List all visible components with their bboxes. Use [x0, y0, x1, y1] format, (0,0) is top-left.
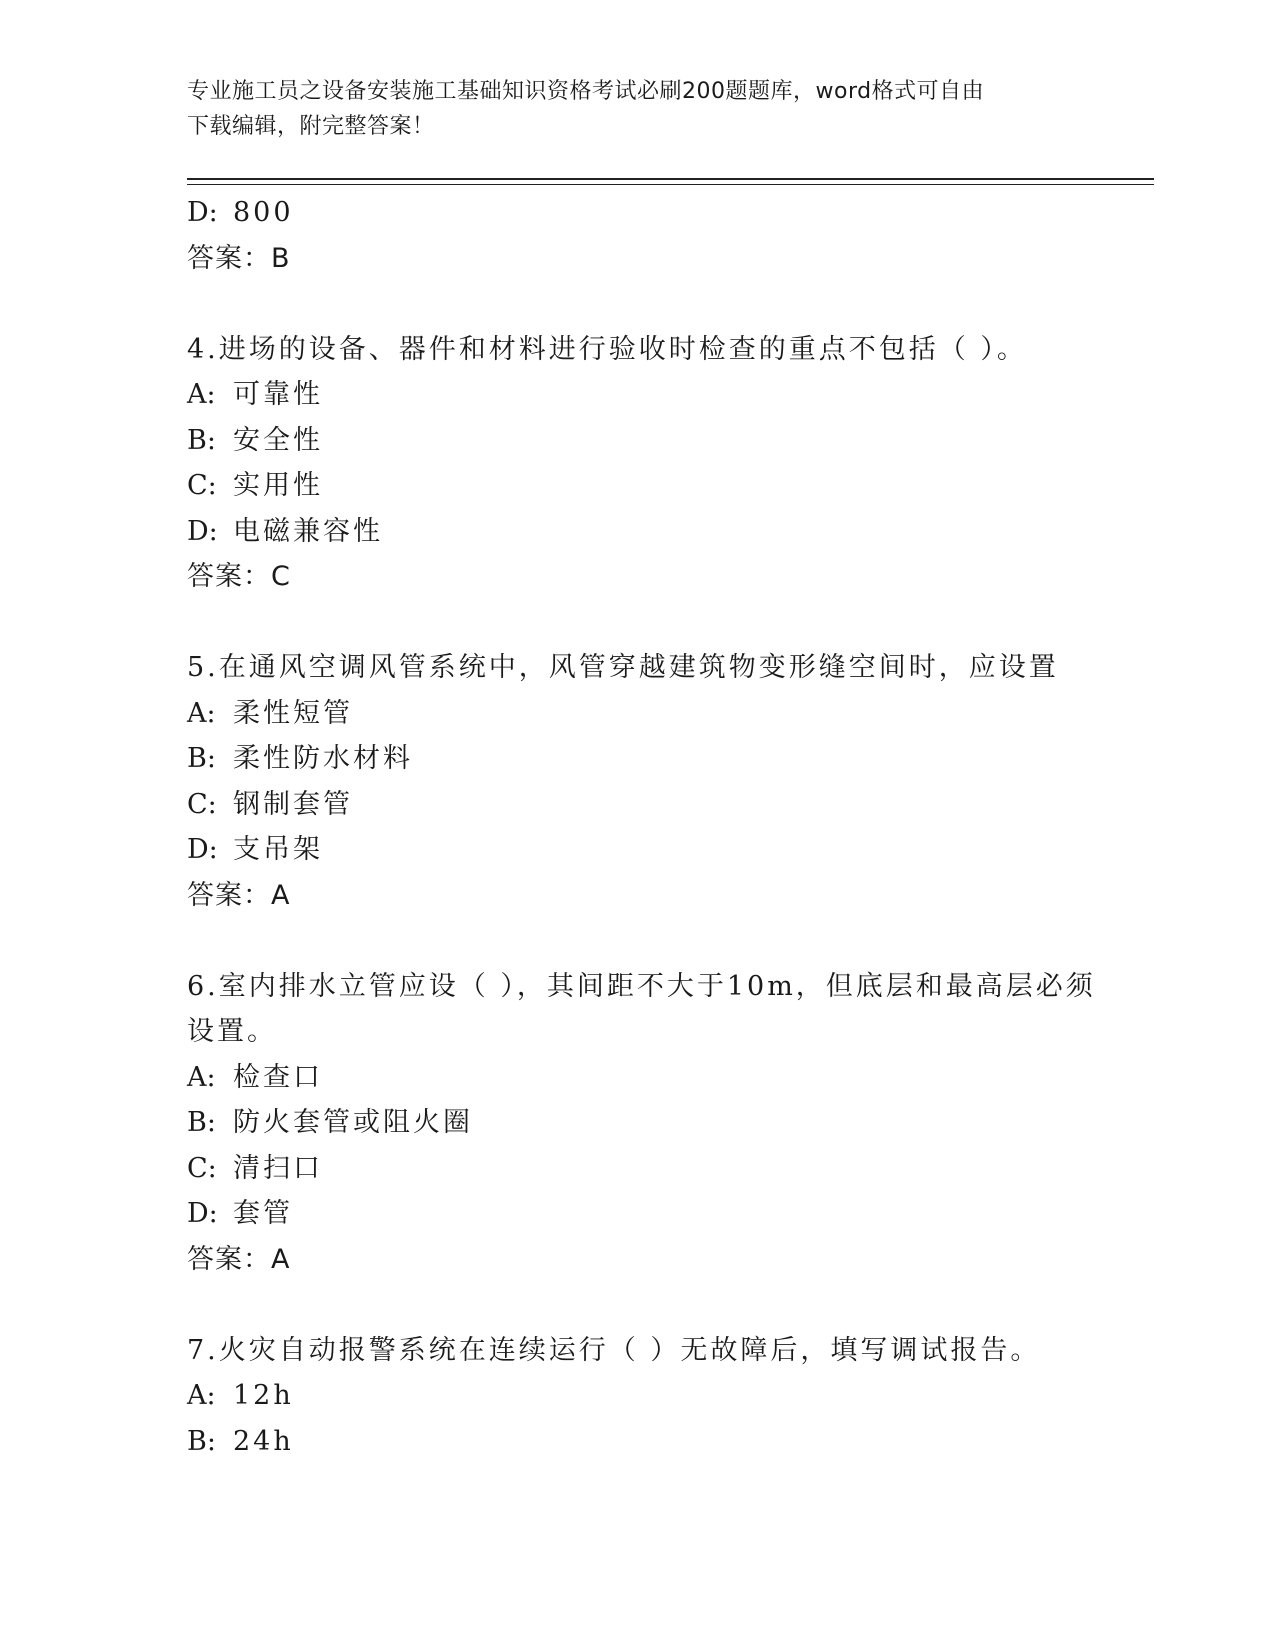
answer: 答案：B — [187, 242, 291, 274]
question-list — [187, 190, 1154, 1464]
question-stem: 5.在通风空调风管系统中，风管穿越建筑物变形缝空间时，应设置 — [187, 652, 1059, 683]
option-c: C: 实用性 — [187, 470, 323, 501]
header-divider-thin — [187, 184, 1154, 185]
spacer — [187, 281, 1154, 327]
answer: 答案：A — [187, 1243, 291, 1275]
answer: 答案：C — [187, 561, 291, 592]
option-c: C: 钢制套管 — [187, 788, 353, 820]
option-d: D: 800 — [187, 197, 294, 228]
header-divider-thick — [187, 178, 1154, 180]
spacer — [187, 600, 1154, 646]
document-header — [187, 74, 1087, 144]
option-a: A: 12h — [187, 1380, 294, 1411]
option-b: B: 24h — [187, 1425, 294, 1457]
question-stem: 7.火灾自动报警系统在连续运行（ ）无故障后，填写调试报告。 — [187, 1334, 1041, 1366]
option-a: A: 柔性短管 — [187, 697, 353, 729]
question-stem-line-1: 6.室内排水立管应设（ ），其间距不大于10m，但底层和最高层必须 — [187, 970, 1096, 1002]
option-a: A: 可靠性 — [187, 379, 323, 410]
option-b: B: 安全性 — [187, 424, 323, 456]
spacer — [187, 1282, 1154, 1328]
question-stem-line-2: 设置。 — [187, 1016, 277, 1047]
option-d: D: 支吊架 — [187, 834, 323, 865]
option-b: B: 柔性防水材料 — [187, 743, 413, 774]
option-b: B: 防火套管或阻火圈 — [187, 1107, 473, 1138]
answer: 答案：A — [187, 879, 291, 911]
option-d: D: 套管 — [187, 1198, 293, 1229]
header-line-1: 专业施工员之设备安装施工基础知识资格考试必刷200题题库，word格式可自由 — [187, 79, 985, 104]
question-stem: 4.进场的设备、器件和材料进行验收时检查的重点不包括（ ）。 — [187, 333, 1027, 365]
header-line-2: 下载编辑，附完整答案！ — [187, 114, 435, 139]
option-c: C: 清扫口 — [187, 1152, 323, 1184]
spacer — [187, 918, 1154, 964]
option-d: D: 电磁兼容性 — [187, 515, 383, 547]
option-a: A: 检查口 — [187, 1061, 323, 1093]
